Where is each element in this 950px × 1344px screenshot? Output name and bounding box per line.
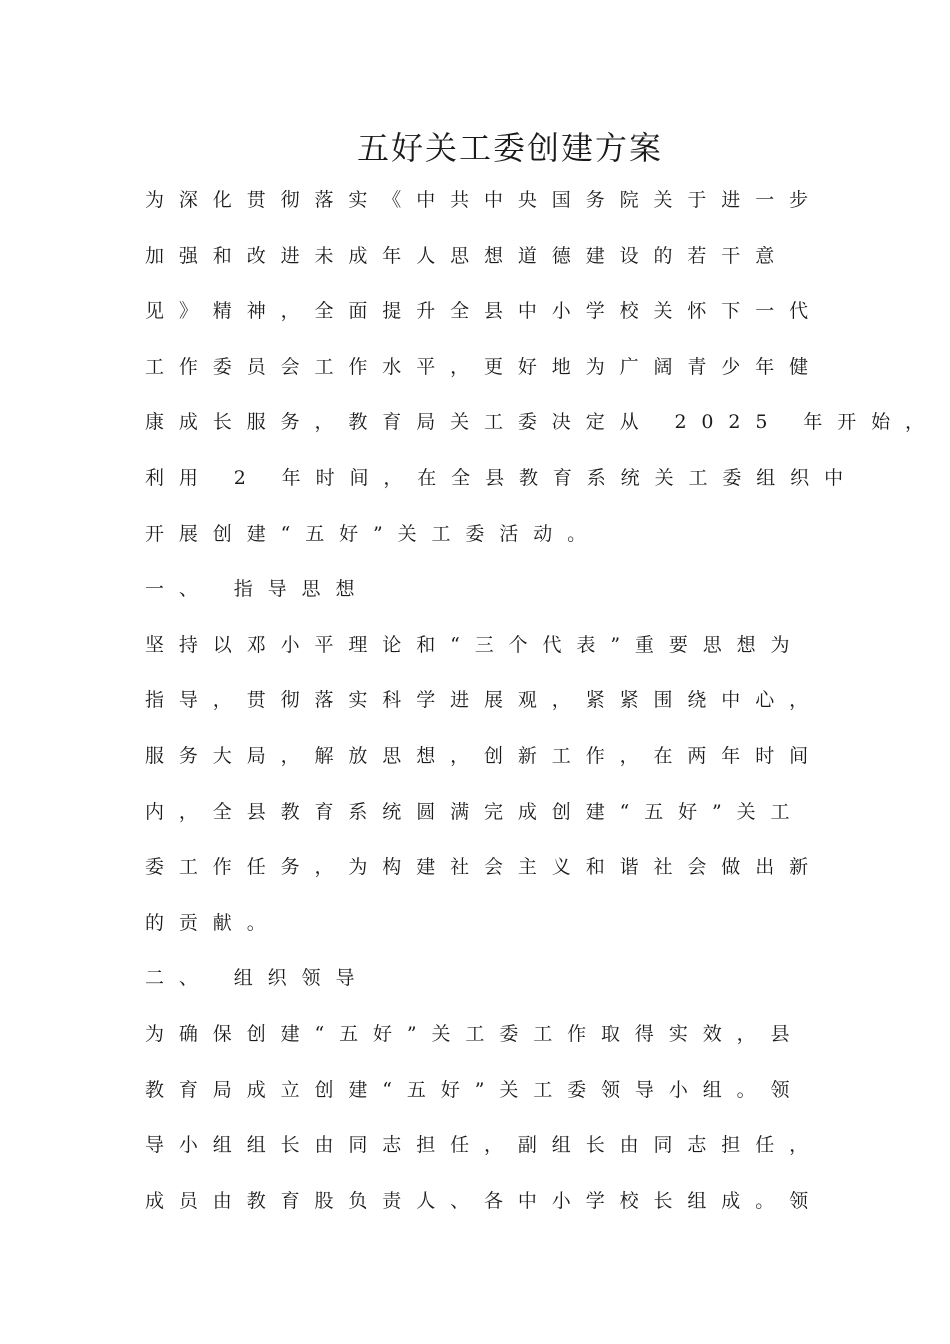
text-line: 坚持以邓小平理论和“三个代表”重要思想为 <box>145 634 805 656</box>
text-line: 成员由教育股负责人、各中小学校长组成。领 <box>145 1190 824 1212</box>
text-line: 康成长服务，教育局关工委决定从 2025 年开始， <box>145 411 939 433</box>
text-line: 见》精神，全面提升全县中小学校关怀下一代 <box>145 300 824 322</box>
text-line: 为确保创建“五好”关工委工作取得实效，县 <box>145 1023 805 1045</box>
text-line: 为深化贯彻落实《中共中央国务院关于进一步 <box>145 189 824 211</box>
text-line: 利用 2 年时间，在全县教育系统关工委组织中 <box>145 467 858 489</box>
document-title: 五好关工委创建方案 <box>356 129 663 167</box>
text-line: 委工作任务，为构建社会主义和谐社会做出新 <box>145 856 824 878</box>
text-line: 的贡献。 <box>145 912 281 934</box>
text-line: 内，全县教育系统圆满完成创建“五好”关工 <box>145 801 805 823</box>
text-line: 工作委员会工作水平，更好地为广阔青少年健 <box>145 356 824 378</box>
text-line: 教育局成立创建“五好”关工委领导小组。领 <box>145 1079 805 1101</box>
text-line: 指导，贯彻落实科学进展观，紧紧围绕中心， <box>145 689 824 711</box>
section-heading: 一、 指导思想 <box>145 578 370 600</box>
section-heading: 二、 组织领导 <box>145 967 370 989</box>
text-line: 加强和改进未成年人思想道德建设的若干意 <box>145 245 790 267</box>
text-line: 导小组组长由同志担任，副组长由同志担任， <box>145 1134 824 1156</box>
text-line: 服务大局，解放思想，创新工作，在两年时间 <box>145 745 824 767</box>
text-line: 开展创建“五好”关工委活动。 <box>145 523 602 545</box>
